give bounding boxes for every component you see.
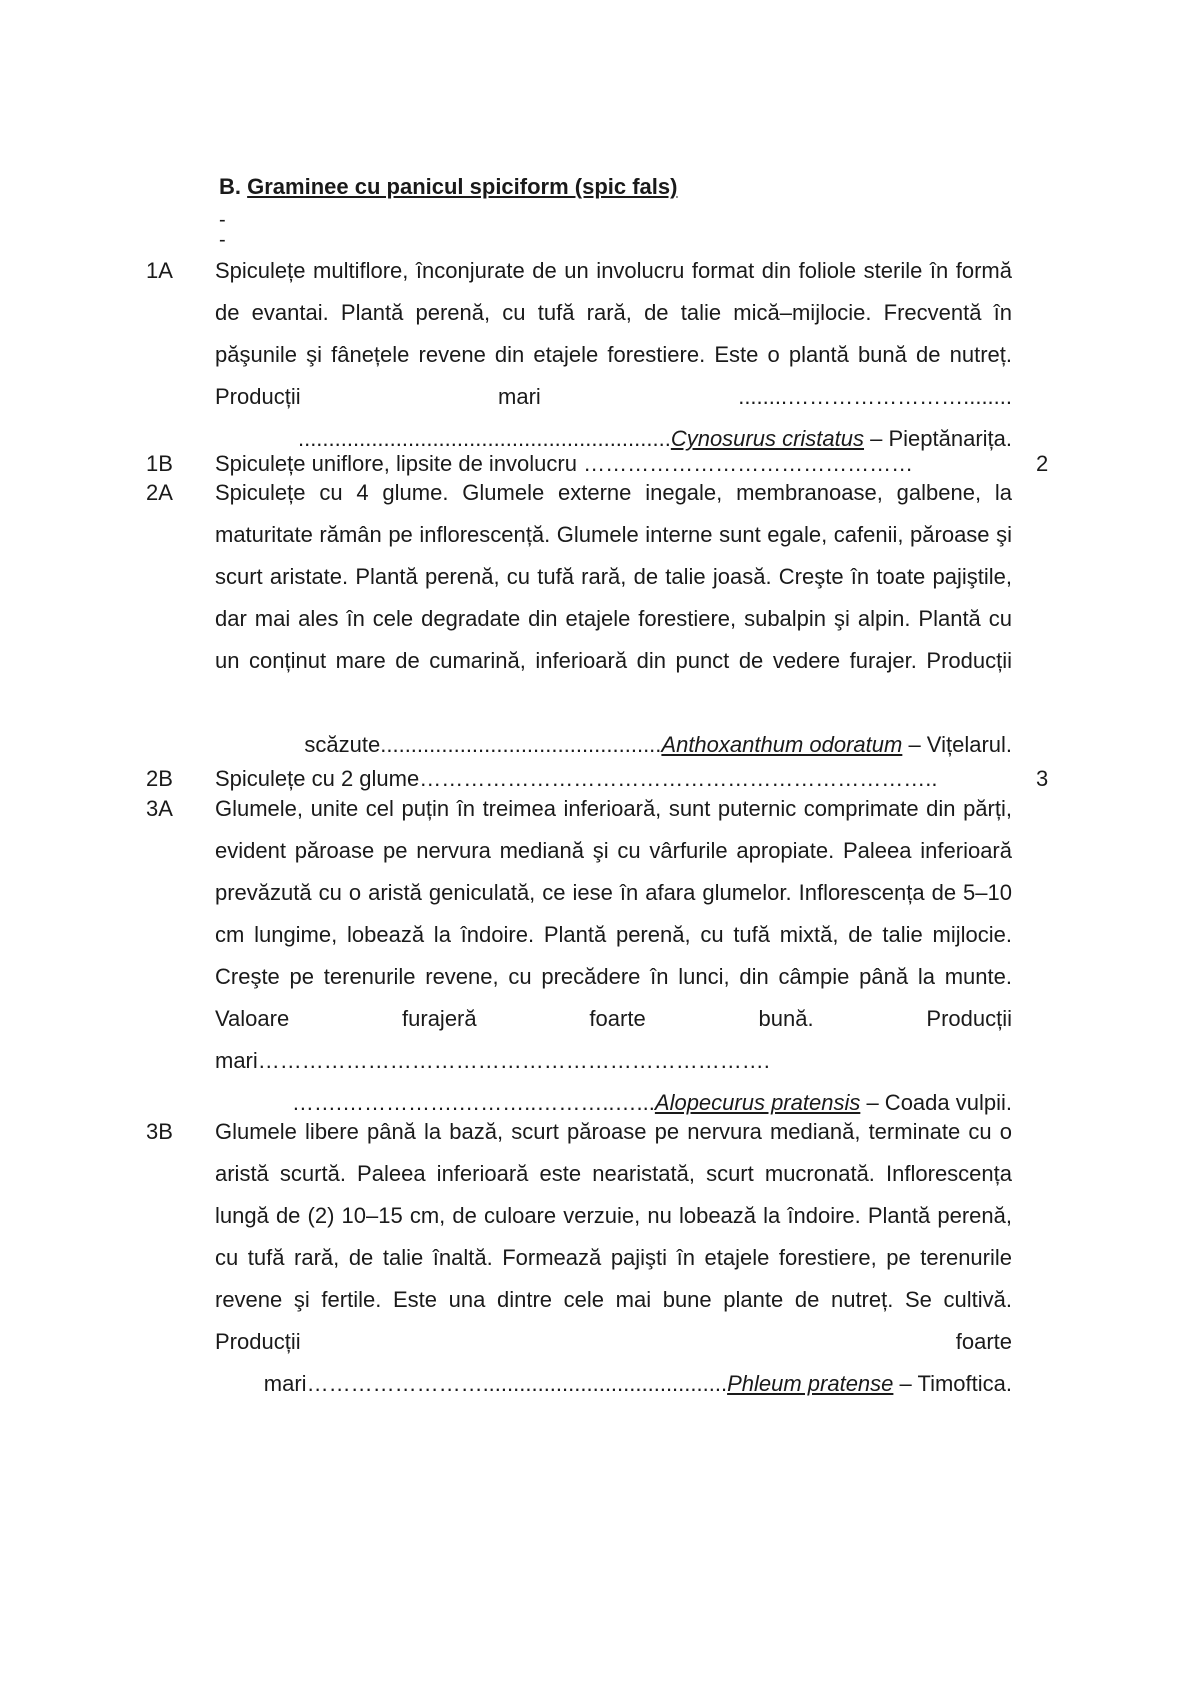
- species-name: Alopecurus pratensis: [654, 1090, 861, 1115]
- entry-code: 1A: [146, 258, 173, 283]
- entry-text: Spiculețe multiflore, înconjurate de un involucru format din foliole sterile în formă de evantai. Plantă perenă, cu tufă rară, de talie mică–mijlocie. Frecventă în păşunile şi fânețele revene din etajele forestiere. Este o plantă bună de nutreț. Producții mari ........……………………........: [215, 258, 1012, 409]
- section-heading: [219, 173, 677, 201]
- species-line: [215, 724, 1012, 766]
- entry-text: Spiculețe cu 4 glume. Glumele externe inegale, membranoase, galbene, la maturitate rămân pe inflorescență. Glumele interne sunt egale, cafenii, păroase şi scurt aristate. Plantă perenă, cu tufă rară, de talie joasă. Creşte în toate pajiştile, dar mai ales în cele degradate din etajele forestiere, subalpin şi alpin. Plantă cu un conținut mare de cumarină, inferioară din punct de vedere furajer. Producții: [215, 480, 1012, 673]
- common-name: – Timoftica.: [893, 1371, 1012, 1396]
- species-line: [215, 1363, 1012, 1405]
- species-name: Phleum pratense: [727, 1371, 894, 1396]
- common-name: – Pieptănarița.: [864, 426, 1012, 451]
- entry-text: Glumele libere până la bază, scurt păroase pe nervura mediană, terminate cu o aristă scurtă. Paleea inferioară este nearistată, scurt mucronată. Inflorescența lungă de (2) 10–15 cm, de culoare verzuie, nu lobează la îndoire. Plantă perenă, cu tufă rară, de talie înaltă. Formează pajişti în etajele forestiere, pe terenurile revene şi fertile. Este una dintre cele mai bune plante de nutreț. Se cultivă. Producții foarte: [215, 1119, 1012, 1354]
- species-name: Cynosurus cristatus: [670, 426, 865, 451]
- entry-code: 3A: [146, 796, 173, 821]
- dot-leader: scăzute..............................................: [304, 732, 662, 757]
- entry-text: Glumele, unite cel puțin în treimea inferioară, sunt puternic comprimate din părți, evident păroase pe nervura mediană şi cu vârfurile apropiate. Paleea inferioară prevăzută cu o aristă geniculată, ce iese în afara glumelor. Inflorescența de 5–10 cm lungime, lobează la îndoire. Plantă perenă, cu tufă mixtă, de talie mijlocie. Creşte pe terenurile revene, cu precădere în lunci, din câmpie până la munte. Valoare furajeră foarte bună. Producții mari…………………………………………………………….: [215, 796, 1012, 1073]
- section-letter: B.: [219, 174, 241, 199]
- entry-code: 2A: [146, 480, 173, 505]
- entry-code: 2B: [146, 766, 173, 791]
- entry-reference: 3: [1036, 766, 1049, 791]
- dash-mark: -: [219, 209, 226, 231]
- entry-code: 1B: [146, 451, 173, 476]
- dot-leader: mari……………………........................................: [263, 1371, 728, 1396]
- entry-text: Spiculețe cu 2 glume……………………………………………………………..: [215, 766, 938, 791]
- dot-leader: .............................................................: [297, 426, 671, 451]
- entry-reference: 2: [1036, 451, 1049, 476]
- entry-code: 3B: [146, 1119, 173, 1144]
- common-name: – Vițelarul.: [902, 732, 1012, 757]
- species-name: Anthoxanthum odoratum: [661, 732, 903, 757]
- entry-text: Spiculețe uniflore, lipsite de involucru ………………………………………: [215, 451, 914, 476]
- common-name: – Coada vulpii.: [860, 1090, 1012, 1115]
- dash-marks: [219, 210, 226, 250]
- dot-leader: …….…………….………..………..…...: [291, 1090, 655, 1115]
- section-title: Graminee cu panicul spiciform (spic fals): [247, 174, 678, 199]
- dash-mark: -: [219, 229, 226, 251]
